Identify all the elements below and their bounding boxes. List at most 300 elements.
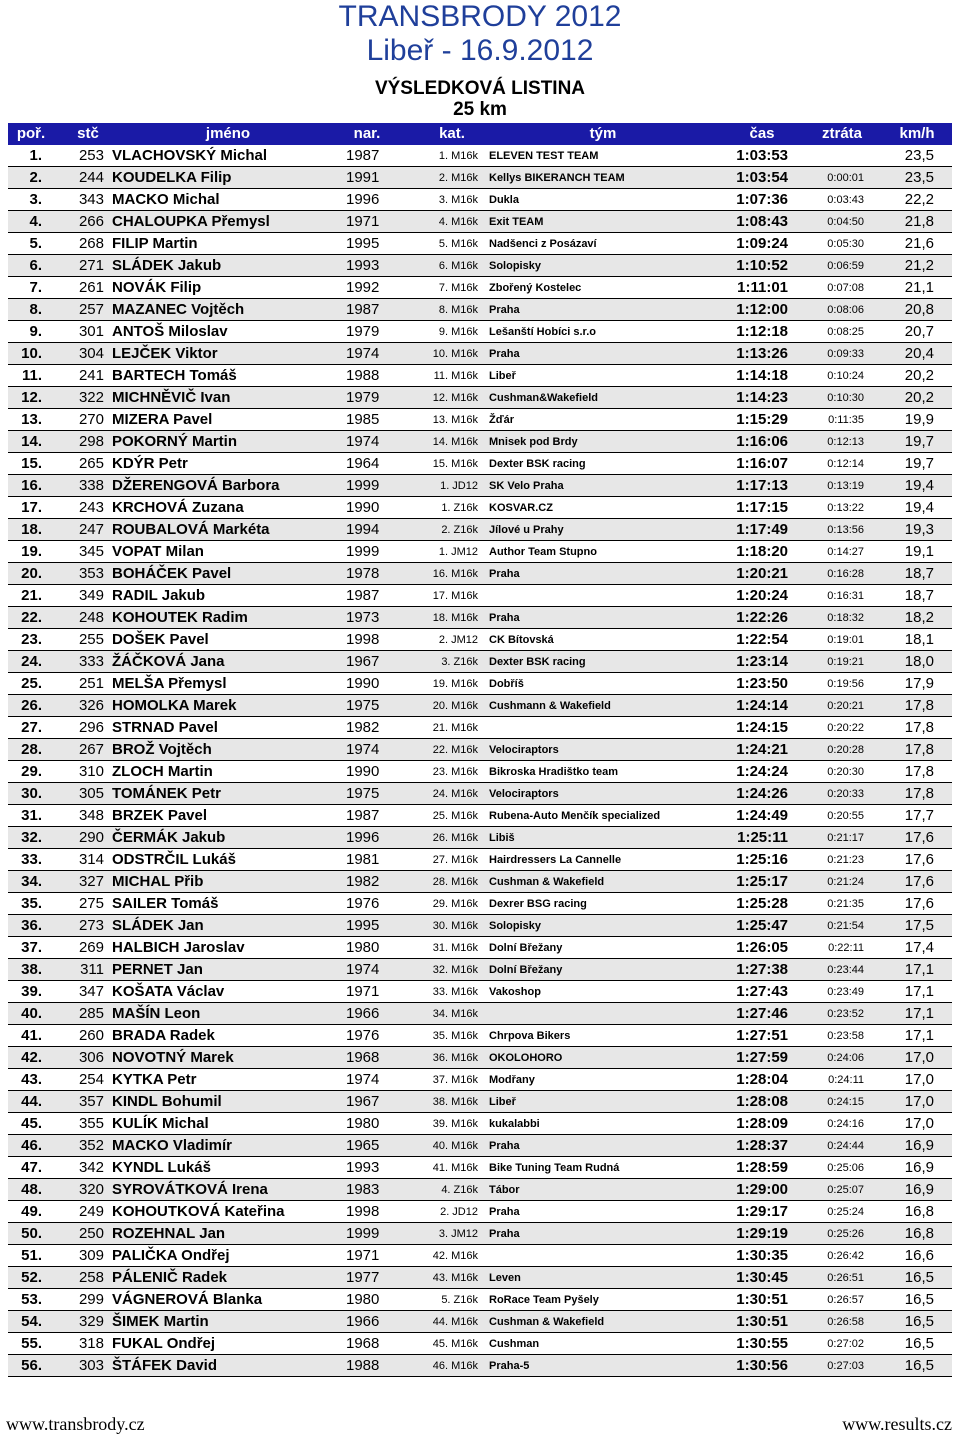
cell-rank: 36. (21, 917, 42, 934)
cell-time: 1:29:00 (736, 1181, 788, 1198)
cell-rank: 14. (21, 433, 42, 450)
cell-time: 1:27:59 (736, 1049, 788, 1066)
cell-name: STRNAD Pavel (112, 719, 218, 736)
cell-name: LEJČEK Viktor (112, 345, 218, 362)
cell-name: KOŠATA Václav (112, 983, 225, 1000)
results-list-title: VÝSLEDKOVÁ LISTINA (374, 78, 586, 99)
cell-year: 1995 (346, 235, 380, 252)
cell-name: KULÍK Michal (112, 1115, 209, 1132)
cell-loss: 0:24:15 (827, 1096, 864, 1108)
cell-team: Libeř (489, 1096, 516, 1108)
cell-name: ZLOCH Martin (112, 763, 213, 780)
cell-year: 1994 (346, 521, 380, 538)
cell-bib: 309 (78, 1247, 104, 1264)
cell-rank: 7. (29, 279, 42, 296)
cell-bib: 243 (78, 499, 104, 516)
cell-speed: 16,5 (904, 1291, 934, 1308)
cell-bib: 271 (78, 257, 104, 274)
cell-time: 1:14:18 (736, 367, 788, 384)
cell-bib: 326 (78, 697, 104, 714)
cell-year: 1988 (346, 367, 380, 384)
cell-bib: 299 (78, 1291, 104, 1308)
cell-time: 1:24:21 (736, 741, 788, 758)
cell-time: 1:18:20 (736, 543, 788, 560)
footer-link-transbrody[interactable]: www.transbrody.cz (6, 1414, 145, 1434)
cell-time: 1:12:18 (736, 323, 788, 340)
cell-rank: 53. (21, 1291, 42, 1308)
cell-speed: 18,1 (904, 631, 934, 648)
cell-loss: 0:12:14 (827, 458, 864, 470)
cell-rank: 35. (21, 895, 42, 912)
cell-rank: 22. (21, 609, 42, 626)
cell-speed: 17,8 (904, 763, 934, 780)
cell-category: 1. M16k (438, 150, 478, 162)
cell-category: 3. JM12 (438, 1228, 478, 1240)
cell-name: FILIP Martin (112, 235, 198, 252)
cell-time: 1:17:49 (736, 521, 788, 538)
cell-rank: 17. (21, 499, 42, 516)
cell-name: RADIL Jakub (112, 587, 206, 604)
cell-year: 1990 (346, 499, 380, 516)
cell-category: 32. M16k (432, 964, 478, 976)
cell-category: 10. M16k (432, 348, 478, 360)
cell-year: 1974 (346, 741, 380, 758)
cell-team: Hairdressers La Cannelle (489, 854, 622, 866)
cell-team: Praha (489, 348, 520, 360)
cell-rank: 48. (21, 1181, 42, 1198)
cell-rank: 51. (21, 1247, 42, 1264)
cell-team: Praha (489, 304, 520, 316)
cell-team: Praha (489, 1228, 520, 1240)
cell-time: 1:23:14 (736, 653, 788, 670)
cell-speed: 16,9 (904, 1159, 934, 1176)
cell-bib: 253 (78, 147, 104, 164)
cell-speed: 17,8 (904, 785, 934, 802)
cell-rank: 42. (21, 1049, 42, 1066)
cell-loss: 0:25:24 (827, 1206, 864, 1218)
cell-team: Modřany (489, 1074, 535, 1086)
cell-category: 37. M16k (432, 1074, 478, 1086)
results-table (8, 145, 952, 1377)
cell-team: RoRace Team Pyšely (489, 1294, 599, 1306)
cell-category: 39. M16k (432, 1118, 478, 1130)
cell-category: 36. M16k (432, 1052, 478, 1064)
cell-name: POKORNÝ Martin (112, 433, 238, 450)
cell-loss: 0:12:13 (827, 436, 864, 448)
cell-name: FUKAL Ondřej (112, 1335, 216, 1352)
table-row (8, 145, 952, 167)
cell-category: 2. M16k (438, 172, 478, 184)
cell-year: 1978 (346, 565, 380, 582)
cell-loss: 0:20:33 (827, 788, 864, 800)
cell-time: 1:27:38 (736, 961, 788, 978)
cell-name: CHALOUPKA Přemysl (112, 213, 270, 230)
cell-speed: 16,5 (904, 1357, 934, 1374)
cell-loss: 0:16:28 (827, 568, 864, 580)
table-row (8, 673, 952, 695)
cell-time: 1:24:26 (736, 785, 788, 802)
cell-team: Mnisek pod Brdy (489, 436, 578, 448)
cell-category: 15. M16k (432, 458, 478, 470)
cell-loss: 0:19:01 (827, 634, 864, 646)
cell-team: Dobříš (489, 678, 524, 690)
table-row (8, 519, 952, 541)
cell-speed: 20,7 (904, 323, 934, 340)
cell-team: kukalabbi (489, 1118, 540, 1130)
cell-loss: 0:05:30 (827, 238, 864, 250)
cell-bib: 268 (78, 235, 104, 252)
cell-category: 41. M16k (432, 1162, 478, 1174)
cell-time: 1:07:36 (736, 191, 788, 208)
cell-rank: 6. (29, 257, 42, 274)
cell-year: 1971 (346, 1247, 380, 1264)
cell-team: Jílové u Prahy (489, 524, 564, 536)
cell-rank: 49. (21, 1203, 42, 1220)
cell-bib: 311 (80, 961, 104, 978)
cell-loss: 0:19:56 (827, 678, 864, 690)
cell-rank: 18. (21, 521, 42, 538)
cell-bib: 355 (78, 1115, 104, 1132)
cell-year: 1979 (346, 323, 380, 340)
footer-link-results[interactable]: www.results.cz (842, 1414, 952, 1434)
cell-time: 1:28:59 (736, 1159, 788, 1176)
cell-rank: 38. (21, 961, 42, 978)
cell-name: PALIČKA Ondřej (112, 1247, 230, 1264)
cell-year: 1976 (346, 895, 380, 912)
cell-speed: 17,1 (904, 961, 934, 978)
cell-category: 8. M16k (438, 304, 478, 316)
cell-name: KDÝR Petr (112, 455, 188, 472)
cell-loss: 0:10:30 (827, 392, 864, 404)
cell-bib: 247 (78, 521, 104, 538)
cell-bib: 241 (78, 367, 104, 384)
cell-year: 1977 (346, 1269, 380, 1286)
cell-time: 1:28:09 (736, 1115, 788, 1132)
cell-name: DOŠEK Pavel (112, 631, 209, 648)
cell-time: 1:30:35 (736, 1247, 788, 1264)
cell-loss: 0:26:51 (827, 1272, 864, 1284)
cell-category: 21. M16k (432, 722, 478, 734)
cell-time: 1:17:15 (736, 499, 788, 516)
cell-year: 1973 (346, 609, 380, 626)
cell-name: BROŽ Vojtěch (112, 741, 212, 758)
cell-speed: 17,1 (904, 1005, 934, 1022)
col-header-name: jméno (205, 125, 251, 142)
cell-rank: 2. (29, 169, 42, 186)
cell-name: MAŠÍN Leon (112, 1005, 201, 1022)
cell-category: 35. M16k (432, 1030, 478, 1042)
cell-category: 4. M16k (438, 216, 478, 228)
cell-name: ŠTÁFEK David (112, 1357, 218, 1374)
cell-rank: 43. (21, 1071, 42, 1088)
table-row (8, 805, 952, 827)
cell-team: Dukla (489, 194, 519, 206)
cell-name: BARTECH Tomáš (112, 367, 237, 384)
cell-rank: 30. (21, 785, 42, 802)
cell-speed: 17,0 (904, 1071, 934, 1088)
cell-time: 1:24:15 (736, 719, 788, 736)
cell-bib: 320 (78, 1181, 104, 1198)
table-row (8, 1245, 952, 1267)
cell-category: 16. M16k (432, 568, 478, 580)
cell-name: KOHOUTKOVÁ Kateřina (112, 1203, 285, 1220)
cell-rank: 29. (21, 763, 42, 780)
cell-bib: 265 (78, 455, 104, 472)
cell-team: Dexter BSK racing (489, 656, 586, 668)
cell-category: 1. JM12 (438, 546, 478, 558)
cell-category: 44. M16k (432, 1316, 478, 1328)
cell-speed: 20,8 (904, 301, 934, 318)
cell-time: 1:12:00 (736, 301, 788, 318)
table-row (8, 409, 952, 431)
cell-speed: 16,5 (904, 1313, 934, 1330)
cell-time: 1:29:19 (736, 1225, 788, 1242)
cell-category: 19. M16k (432, 678, 478, 690)
cell-category: 9. M16k (438, 326, 478, 338)
cell-loss: 0:26:58 (827, 1316, 864, 1328)
cell-year: 1998 (346, 1203, 380, 1220)
col-header-speed: km/h (899, 125, 935, 142)
cell-bib: 290 (78, 829, 104, 846)
table-row (8, 233, 952, 255)
cell-category: 17. M16k (432, 590, 478, 602)
table-row (8, 1091, 952, 1113)
cell-category: 42. M16k (432, 1250, 478, 1262)
cell-speed: 17,9 (904, 675, 934, 692)
cell-speed: 23,5 (904, 169, 934, 186)
cell-team: Zbořený Kostelec (489, 282, 582, 294)
cell-bib: 254 (78, 1071, 104, 1088)
cell-speed: 19,7 (904, 433, 934, 450)
cell-year: 1968 (346, 1049, 380, 1066)
cell-year: 1980 (346, 939, 380, 956)
cell-name: KYTKA Petr (112, 1071, 197, 1088)
cell-speed: 17,8 (904, 741, 934, 758)
cell-team: Cushman (489, 1338, 540, 1350)
cell-year: 1990 (346, 763, 380, 780)
cell-bib: 347 (78, 983, 104, 1000)
cell-year: 1996 (346, 191, 380, 208)
cell-loss: 0:06:59 (827, 260, 864, 272)
cell-name: BOHÁČEK Pavel (112, 565, 232, 582)
cell-time: 1:27:46 (736, 1005, 788, 1022)
cell-speed: 16,5 (904, 1335, 934, 1352)
table-row (8, 1069, 952, 1091)
cell-time: 1:13:26 (736, 345, 788, 362)
cell-category: 11. M16k (433, 370, 478, 382)
cell-bib: 322 (78, 389, 104, 406)
cell-name: KINDL Bohumil (112, 1093, 222, 1110)
cell-time: 1:24:24 (736, 763, 788, 780)
cell-rank: 15. (21, 455, 42, 472)
cell-rank: 34. (21, 873, 42, 890)
cell-speed: 16,8 (904, 1225, 934, 1242)
cell-speed: 17,5 (904, 917, 934, 934)
cell-name: MICHAL Přib (112, 873, 204, 890)
cell-rank: 16. (21, 477, 42, 494)
cell-year: 1990 (346, 675, 380, 692)
cell-name: KOHOUTEK Radim (112, 609, 248, 626)
cell-year: 1974 (346, 961, 380, 978)
cell-category: 26. M16k (432, 832, 478, 844)
cell-team: Bike Tuning Team Rudná (489, 1162, 620, 1174)
cell-time: 1:27:51 (736, 1027, 788, 1044)
table-row (8, 1025, 952, 1047)
cell-speed: 20,2 (904, 367, 934, 384)
table-row (8, 1179, 952, 1201)
cell-team: ELEVEN TEST TEAM (489, 150, 599, 162)
cell-rank: 46. (21, 1137, 42, 1154)
cell-loss: 0:20:55 (827, 810, 864, 822)
table-row (8, 959, 952, 981)
cell-bib: 285 (78, 1005, 104, 1022)
cell-time: 1:25:28 (736, 895, 788, 912)
table-row (8, 827, 952, 849)
cell-rank: 55. (21, 1335, 42, 1352)
cell-time: 1:30:51 (736, 1291, 788, 1308)
cell-name: VOPAT Milan (112, 543, 204, 560)
cell-time: 1:09:24 (736, 235, 788, 252)
cell-speed: 17,6 (904, 895, 934, 912)
cell-rank: 28. (21, 741, 42, 758)
cell-speed: 16,5 (904, 1269, 934, 1286)
cell-loss: 0:13:56 (827, 524, 864, 536)
cell-category: 45. M16k (432, 1338, 478, 1350)
cell-loss: 0:21:54 (827, 920, 864, 932)
table-row (8, 365, 952, 387)
table-row (8, 849, 952, 871)
cell-time: 1:03:53 (736, 147, 788, 164)
cell-category: 2. JM12 (438, 634, 478, 646)
cell-time: 1:26:05 (736, 939, 788, 956)
cell-category: 31. M16k (432, 942, 478, 954)
cell-year: 1974 (346, 345, 380, 362)
cell-time: 1:28:08 (736, 1093, 788, 1110)
cell-speed: 16,8 (904, 1203, 934, 1220)
cell-time: 1:15:29 (736, 411, 788, 428)
table-row (8, 1223, 952, 1245)
cell-category: 22. M16k (432, 744, 478, 756)
cell-loss: 0:25:26 (827, 1228, 864, 1240)
cell-team: Cushman & Wakefield (489, 1316, 605, 1328)
cell-time: 1:28:37 (736, 1137, 788, 1154)
table-row (8, 475, 952, 497)
cell-speed: 23,5 (904, 147, 934, 164)
cell-loss: 0:13:19 (827, 480, 864, 492)
cell-speed: 19,7 (904, 455, 934, 472)
cell-time: 1:25:47 (736, 917, 788, 934)
cell-rank: 44. (21, 1093, 42, 1110)
cell-time: 1:03:54 (736, 169, 788, 186)
cell-rank: 39. (21, 983, 42, 1000)
cell-loss: 0:21:35 (827, 898, 864, 910)
cell-category: 29. M16k (432, 898, 478, 910)
cell-rank: 54. (21, 1313, 42, 1330)
cell-rank: 41. (21, 1027, 42, 1044)
cell-time: 1:30:45 (736, 1269, 788, 1286)
cell-category: 30. M16k (432, 920, 478, 932)
cell-loss: 0:24:06 (827, 1052, 864, 1064)
cell-team: KOSVAR.CZ (489, 502, 553, 514)
cell-loss: 0:25:07 (827, 1184, 864, 1196)
table-row (8, 1201, 952, 1223)
cell-rank: 47. (21, 1159, 42, 1176)
cell-time: 1:25:16 (736, 851, 788, 868)
cell-team: Velociraptors (489, 744, 559, 756)
cell-team: Cushman & Wakefield (489, 876, 605, 888)
cell-name: SLÁDEK Jakub (112, 257, 222, 274)
cell-speed: 18,2 (904, 609, 934, 626)
cell-loss: 0:27:02 (827, 1338, 864, 1350)
cell-year: 1983 (346, 1181, 380, 1198)
table-row (8, 871, 952, 893)
cell-category: 25. M16k (432, 810, 478, 822)
cell-time: 1:08:43 (736, 213, 788, 230)
cell-category: 24. M16k (432, 788, 478, 800)
cell-speed: 17,0 (904, 1115, 934, 1132)
cell-bib: 251 (78, 675, 104, 692)
table-row (8, 563, 952, 585)
cell-rank: 20. (21, 565, 42, 582)
cell-loss: 0:04:50 (827, 216, 864, 228)
cell-name: KYNDL Lukáš (112, 1159, 211, 1176)
cell-bib: 353 (78, 565, 104, 582)
cell-year: 1974 (346, 1071, 380, 1088)
table-row (8, 585, 952, 607)
cell-speed: 16,9 (904, 1181, 934, 1198)
cell-category: 18. M16k (432, 612, 478, 624)
cell-time: 1:28:04 (736, 1071, 788, 1088)
cell-loss: 0:07:08 (827, 282, 864, 294)
cell-rank: 27. (21, 719, 42, 736)
event-date-location: Libeř - 16.9.2012 (366, 34, 594, 67)
cell-time: 1:30:51 (736, 1313, 788, 1330)
cell-category: 2. Z16k (441, 524, 478, 536)
cell-name: HOMOLKA Marek (112, 697, 237, 714)
cell-name: BRADA Radek (112, 1027, 215, 1044)
cell-category: 1. Z16k (441, 502, 478, 514)
cell-loss: 0:26:42 (827, 1250, 864, 1262)
cell-rank: 9. (29, 323, 42, 340)
cell-team: Solopisky (489, 920, 541, 932)
cell-rank: 45. (21, 1115, 42, 1132)
table-row (8, 1157, 952, 1179)
cell-name: KOUDELKA Filip (112, 169, 232, 186)
cell-team: Dexter BSK racing (489, 458, 586, 470)
table-row (8, 1135, 952, 1157)
table-row (8, 343, 952, 365)
table-row (8, 937, 952, 959)
cell-rank: 50. (21, 1225, 42, 1242)
cell-loss: 0:23:44 (827, 964, 864, 976)
cell-year: 1980 (346, 1115, 380, 1132)
cell-speed: 19,1 (904, 543, 934, 560)
cell-bib: 318 (78, 1335, 104, 1352)
cell-year: 1976 (346, 1027, 380, 1044)
cell-time: 1:14:23 (736, 389, 788, 406)
cell-rank: 1. (29, 147, 42, 164)
cell-name: ROZEHNAL Jan (112, 1225, 226, 1242)
table-row (8, 453, 952, 475)
cell-speed: 21,1 (904, 279, 934, 296)
cell-category: 27. M16k (432, 854, 478, 866)
cell-time: 1:20:24 (736, 587, 788, 604)
table-row (8, 299, 952, 321)
cell-year: 1993 (346, 257, 380, 274)
cell-bib: 267 (78, 741, 104, 758)
cell-time: 1:22:54 (736, 631, 788, 648)
cell-name: MIZERA Pavel (112, 411, 213, 428)
